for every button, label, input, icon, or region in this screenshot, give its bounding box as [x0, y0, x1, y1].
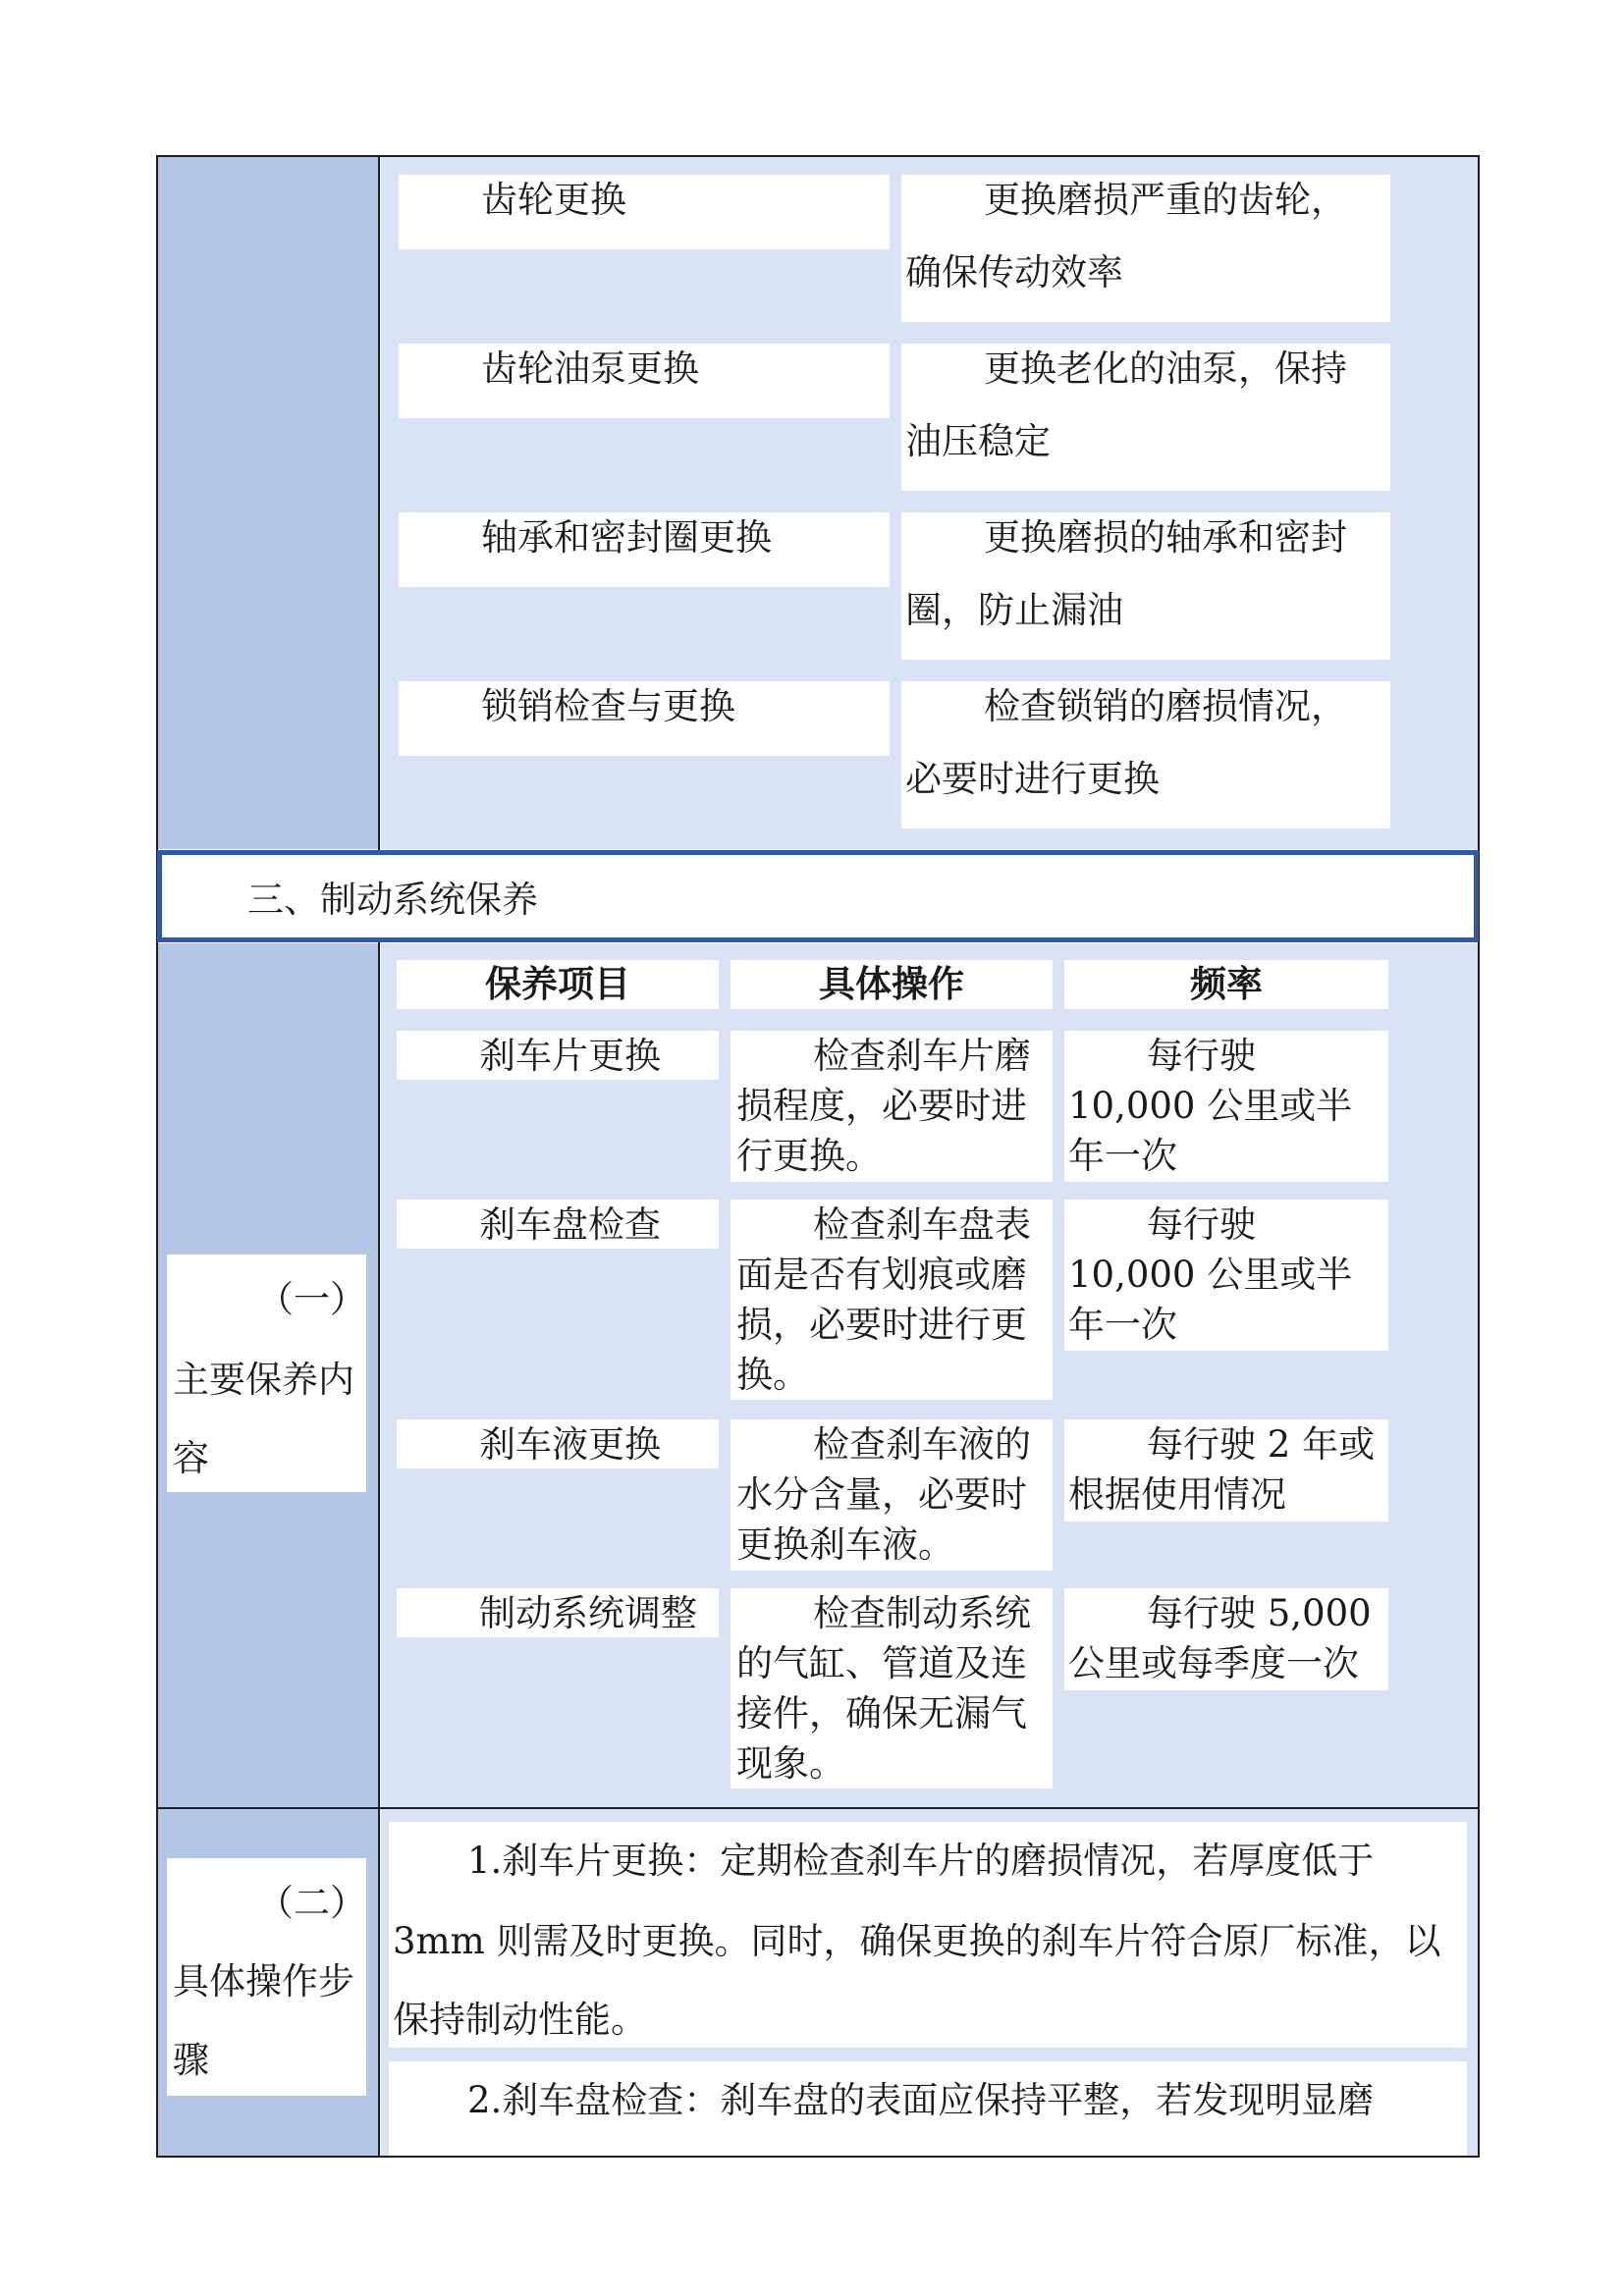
brake-fluid-op-1: 检查刹车液的: [813, 1423, 1031, 1466]
sub-heading-1-line2: 容: [173, 1437, 209, 1479]
sub-heading-1-num: （一）: [257, 1278, 366, 1320]
bearing-item-cell: [399, 512, 890, 587]
column-divider-mid: [378, 942, 380, 2158]
brake-disc-item-cell: [397, 1200, 719, 1249]
pin-item-cell: [399, 681, 890, 756]
pump-item-cell: [399, 344, 890, 418]
gear-item-cell: [399, 175, 890, 249]
pin-desc-cell: [901, 681, 1390, 828]
bearing-desc-line2: 圈，防止漏油: [905, 589, 1123, 631]
brake-fluid-freq-2: 根据使用情况: [1068, 1473, 1286, 1516]
section-header: [157, 850, 1479, 942]
sub-heading-2-line2: 骤: [173, 2039, 209, 2081]
brake-pad-freq-2: 10,000 公里或半: [1068, 1085, 1353, 1127]
bearing-desc-cell: [901, 512, 1390, 660]
brake-fluid-op-3: 更换刹车液。: [736, 1523, 954, 1566]
brake-disc-freq-1: 每行驶: [1147, 1203, 1256, 1246]
bearing-desc-line1: 更换磨损的轴承和密封: [984, 516, 1347, 559]
pin-desc-line1: 检查锁销的磨损情况，: [984, 685, 1347, 727]
brake-fluid-freq-1: 每行驶 2 年或: [1147, 1423, 1376, 1466]
brake-disc-op-1: 检查刹车盘表: [813, 1203, 1031, 1246]
pump-desc-cell: [901, 344, 1390, 491]
step-1-line2: 3mm 则需及时更换。同时，确保更换的刹车片符合原厂标准，以: [393, 1920, 1441, 1962]
brake-disc-freq-cell: [1064, 1200, 1388, 1351]
brake-pad-freq-1: 每行驶: [1147, 1035, 1256, 1077]
step-1-paragraph: [389, 1822, 1467, 2048]
brake-adjust-op-cell: [731, 1588, 1053, 1789]
brake-pad-op-1: 检查刹车片磨: [813, 1035, 1031, 1077]
brake-adjust-item: 制动系统调整: [479, 1592, 697, 1634]
step-1-line3: 保持制动性能。: [393, 1999, 647, 2041]
brake-adjust-op-3: 接件，确保无漏气: [736, 1692, 1027, 1735]
header-frequency: 频率: [1064, 960, 1388, 1009]
pin-item-label: 锁销检查与更换: [481, 685, 735, 727]
brake-pad-op-2: 损程度，必要时进: [736, 1085, 1027, 1127]
step-2-paragraph: [389, 2061, 1467, 2156]
header-operation: 具体操作: [731, 960, 1053, 1009]
brake-pad-freq-cell: [1064, 1031, 1388, 1182]
gear-item-label: 齿轮更换: [481, 179, 626, 221]
brake-adjust-op-4: 现象。: [736, 1742, 845, 1785]
row-divider: [156, 1807, 1480, 1809]
brake-pad-op-3: 行更换。: [736, 1135, 882, 1177]
header-item: 保养项目: [397, 960, 719, 1009]
sub-heading-1: [167, 1255, 366, 1492]
pump-desc-line1: 更换老化的油泵，保持: [984, 347, 1347, 390]
pump-desc-line2: 油压稳定: [905, 420, 1051, 462]
brake-adjust-op-1: 检查制动系统: [813, 1592, 1031, 1634]
step-2-line1: 2.刹车盘检查：刹车盘的表面应保持平整，若发现明显磨: [467, 2079, 1375, 2121]
brake-pad-op-cell: [731, 1031, 1053, 1182]
gear-desc-cell: [901, 175, 1390, 322]
brake-disc-op-2: 面是否有划痕或磨: [736, 1254, 1027, 1296]
brake-pad-item-cell: [397, 1031, 719, 1080]
column-divider-top: [378, 155, 380, 850]
brake-adjust-op-2: 的气缸、管道及连: [736, 1642, 1027, 1684]
gear-desc-line2: 确保传动效率: [905, 251, 1123, 294]
brake-fluid-freq-cell: [1064, 1419, 1388, 1522]
brake-pad-freq-3: 年一次: [1068, 1135, 1177, 1177]
brake-fluid-item-cell: [397, 1419, 719, 1468]
brake-fluid-item: 刹车液更换: [479, 1423, 661, 1466]
pump-item-label: 齿轮油泵更换: [481, 347, 699, 390]
brake-fluid-op-cell: [731, 1419, 1053, 1571]
sub-heading-2: [167, 1858, 366, 2096]
pin-desc-line2: 必要时进行更换: [905, 758, 1160, 800]
sub-heading-2-num: （二）: [257, 1882, 366, 1924]
brake-disc-op-3: 损，必要时进行更: [736, 1304, 1027, 1346]
brake-disc-freq-3: 年一次: [1068, 1304, 1177, 1346]
section-title: 三、制动系统保养: [247, 879, 538, 921]
sub-heading-2-line1: 具体操作步: [173, 1960, 354, 2002]
sub-heading-1-line1: 主要保养内: [173, 1359, 354, 1401]
bearing-item-label: 轴承和密封圈更换: [481, 516, 772, 559]
gear-desc-line1: 更换磨损严重的齿轮，: [984, 179, 1347, 221]
brake-fluid-op-2: 水分含量，必要时: [736, 1473, 1027, 1516]
brake-pad-item: 刹车片更换: [479, 1035, 661, 1077]
step-1-line1: 1.刹车片更换：定期检查刹车片的磨损情况，若厚度低于: [467, 1840, 1375, 1882]
brake-adjust-freq-cell: [1064, 1588, 1388, 1690]
brake-adjust-freq-1: 每行驶 5,000: [1147, 1592, 1372, 1634]
brake-adjust-freq-2: 公里或每季度一次: [1068, 1642, 1359, 1684]
brake-disc-op-cell: [731, 1200, 1053, 1400]
brake-disc-item: 刹车盘检查: [479, 1203, 661, 1246]
brake-disc-freq-2: 10,000 公里或半: [1068, 1254, 1353, 1296]
brake-disc-op-4: 换。: [736, 1354, 809, 1396]
brake-adjust-item-cell: [397, 1588, 719, 1637]
